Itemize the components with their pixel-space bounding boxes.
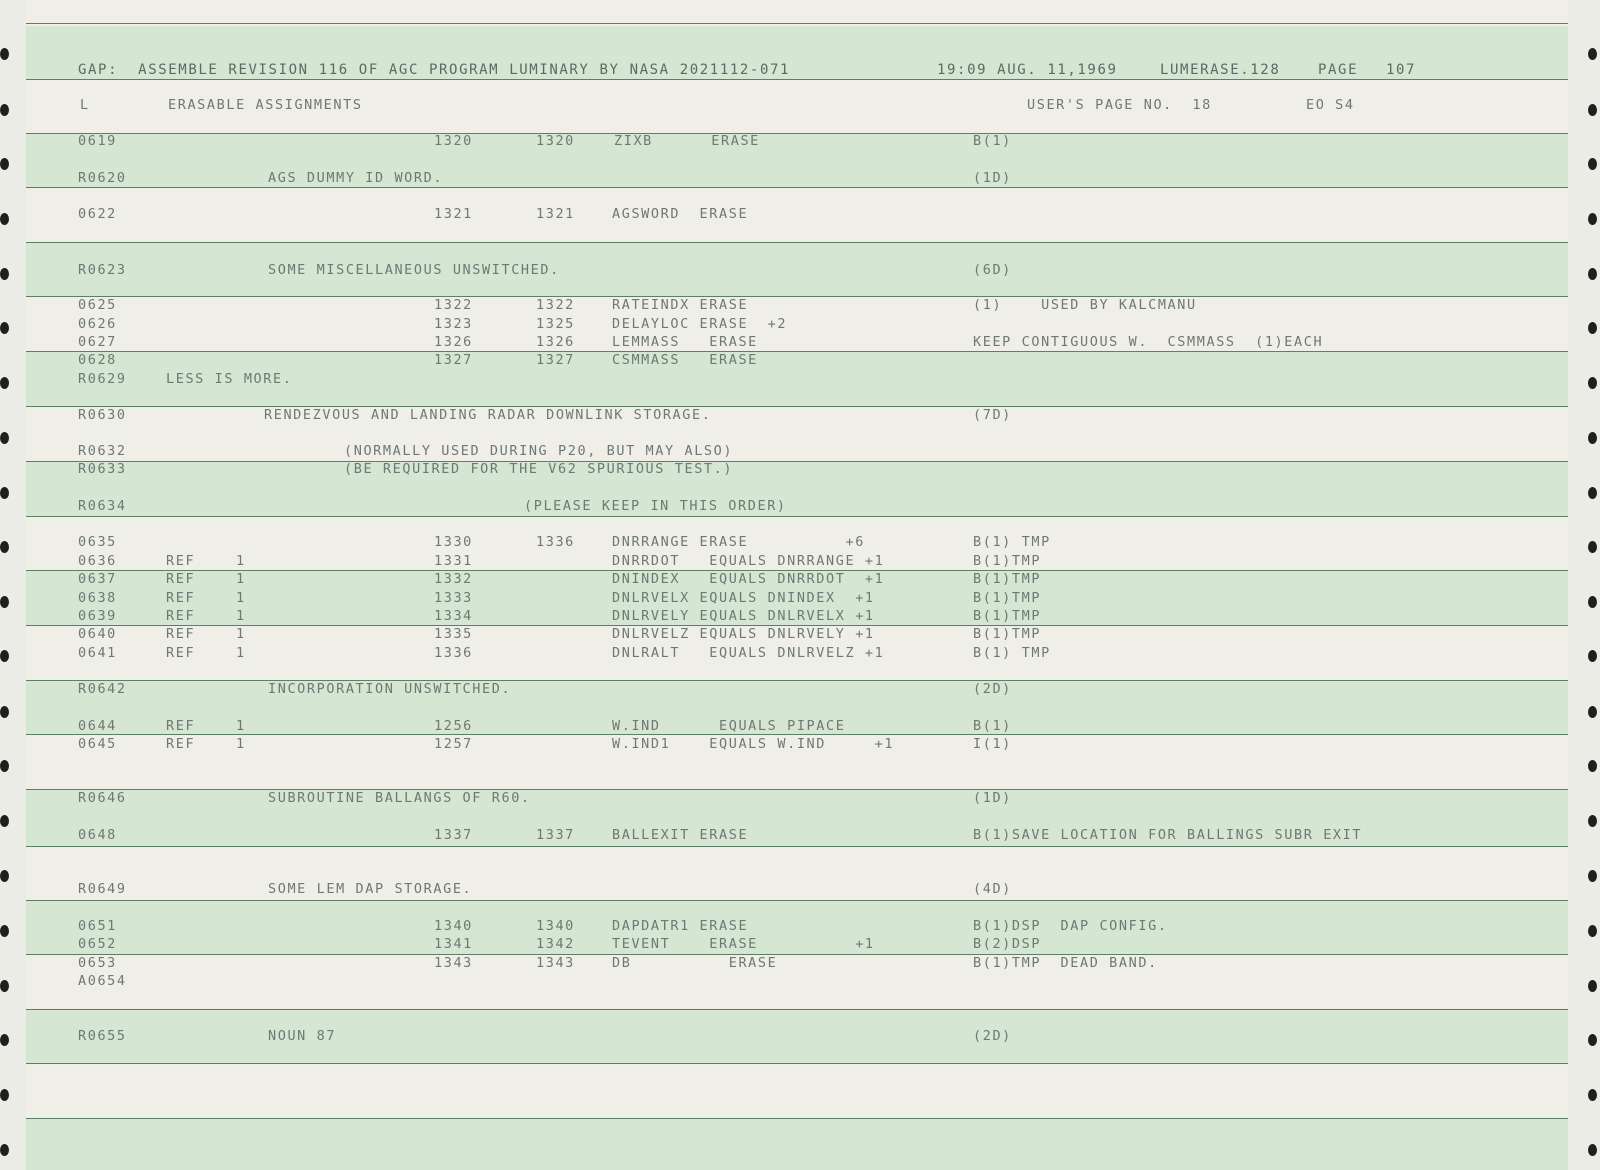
ref-label: REF (166, 718, 196, 734)
address: 1323 (434, 316, 473, 332)
rule-line (26, 846, 1568, 847)
statement-text: W.IND1 EQUALS W.IND +1 (612, 736, 895, 752)
address: 1331 (434, 553, 473, 569)
line-number: 0622 (78, 206, 117, 222)
statement-text: (NORMALLY USED DURING P20, BUT MAY ALSO) (344, 443, 734, 459)
tractor-hole (0, 322, 9, 334)
line-number: A0654 (78, 973, 127, 989)
statement-text: AGSWORD ERASE (612, 206, 749, 222)
ref-label: REF (166, 553, 196, 569)
line-number: R0629 (78, 371, 127, 387)
rule-line (26, 406, 1568, 407)
line-number: 0628 (78, 352, 117, 368)
green-band (26, 1119, 1568, 1170)
statement-text: DNRRDOT EQUALS DNRRANGE +1 (612, 553, 885, 569)
header-listing-name: LUMERASE.128 (1160, 62, 1281, 78)
end-address: 1325 (536, 316, 575, 332)
ref-count: 1 (236, 571, 246, 587)
rule-line (26, 516, 1568, 517)
tractor-hole (0, 48, 9, 60)
statement-text: DNLRALT EQUALS DNLRVELZ +1 (612, 645, 885, 661)
comment: I(1) (973, 736, 1012, 752)
end-address: 1337 (536, 827, 575, 843)
line-number: 0644 (78, 718, 117, 734)
tractor-hole (1588, 1144, 1597, 1156)
address: 1256 (434, 718, 473, 734)
rule-line (26, 242, 1568, 243)
green-band (26, 1010, 1568, 1063)
address: 1340 (434, 918, 473, 934)
comment: B(1)TMP (973, 626, 1042, 642)
line-number: 0619 (78, 133, 117, 149)
line-number: 0638 (78, 590, 117, 606)
rule-line (26, 954, 1568, 955)
end-address: 1336 (536, 534, 575, 550)
address: 1322 (434, 297, 473, 313)
statement-text: SUBROUTINE BALLANGS OF R60. (268, 790, 531, 806)
rule-line (26, 23, 1568, 24)
statement-text: DNRRANGE ERASE +6 (612, 534, 865, 550)
tractor-hole (1588, 213, 1597, 225)
header-page-number: 107 (1386, 62, 1417, 78)
tractor-hole (1588, 815, 1597, 827)
line-number: R0655 (78, 1028, 127, 1044)
address: 1332 (434, 571, 473, 587)
comment: B(1) (973, 718, 1012, 734)
tractor-hole (1588, 870, 1597, 882)
comment: (4D) (973, 881, 1012, 897)
address: 1343 (434, 955, 473, 971)
statement-text: LEMMASS ERASE (612, 334, 758, 350)
tractor-hole (0, 158, 9, 170)
statement-text: LESS IS MORE. (166, 371, 293, 387)
line-number: 0625 (78, 297, 117, 313)
line-number: 0639 (78, 608, 117, 624)
line-number: R0633 (78, 461, 127, 477)
comment: B(1) TMP (973, 645, 1051, 661)
tractor-hole (0, 706, 9, 718)
rule-line (26, 680, 1568, 681)
statement-text: DNLRVELX EQUALS DNINDEX +1 (612, 590, 875, 606)
tractor-hole (1588, 432, 1597, 444)
end-address: 1321 (536, 206, 575, 222)
ref-count: 1 (236, 736, 246, 752)
green-band (26, 243, 1568, 296)
section-title: ERASABLE ASSIGNMENTS (168, 97, 363, 113)
end-address: 1320 (536, 133, 575, 149)
statement-text: (PLEASE KEEP IN THIS ORDER) (524, 498, 787, 514)
statement-text: TEVENT ERASE +1 (612, 936, 875, 952)
line-number: 0627 (78, 334, 117, 350)
rule-line (26, 789, 1568, 790)
end-address: 1342 (536, 936, 575, 952)
users-page-number: USER'S PAGE NO. 18 (1027, 97, 1212, 113)
ref-label: REF (166, 736, 196, 752)
line-number: R0620 (78, 170, 127, 186)
statement-text: DAPDATR1 ERASE (612, 918, 749, 934)
address: 1336 (434, 645, 473, 661)
tractor-hole (0, 980, 9, 992)
end-address: 1326 (536, 334, 575, 350)
line-number: 0648 (78, 827, 117, 843)
comment: B(1)SAVE LOCATION FOR BALLINGS SUBR EXIT (973, 827, 1363, 843)
address: 1335 (434, 626, 473, 642)
statement-text: NOUN 87 (268, 1028, 337, 1044)
tractor-hole (1588, 596, 1597, 608)
rule-line (26, 900, 1568, 901)
statement-text: ZIXB ERASE (614, 133, 760, 149)
statement-text: DNINDEX EQUALS DNRRDOT +1 (612, 571, 885, 587)
address: 1341 (434, 936, 473, 952)
comment: B(1) TMP (973, 534, 1051, 550)
ref-count: 1 (236, 718, 246, 734)
tractor-hole (0, 377, 9, 389)
comment: (1D) (973, 170, 1012, 186)
tractor-hole (1588, 48, 1597, 60)
line-number: 0626 (78, 316, 117, 332)
rule-line (26, 1009, 1568, 1010)
line-number: R0634 (78, 498, 127, 514)
line-number: 0652 (78, 936, 117, 952)
statement-text: DELAYLOC ERASE +2 (612, 316, 788, 332)
comment: B(1)TMP (973, 590, 1042, 606)
statement-text: SOME MISCELLANEOUS UNSWITCHED. (268, 262, 560, 278)
line-number: 0653 (78, 955, 117, 971)
rule-line (26, 1118, 1568, 1119)
header-page-label: PAGE (1318, 62, 1359, 78)
ref-count: 1 (236, 553, 246, 569)
section-code: EO S4 (1306, 97, 1355, 113)
ref-label: REF (166, 590, 196, 606)
tractor-hole (1588, 268, 1597, 280)
statement-text: SOME LEM DAP STORAGE. (268, 881, 473, 897)
ref-label: REF (166, 571, 196, 587)
end-address: 1340 (536, 918, 575, 934)
line-number: 0637 (78, 571, 117, 587)
line-number: R0646 (78, 790, 127, 806)
rule-line (26, 79, 1568, 80)
address: 1326 (434, 334, 473, 350)
ref-label: REF (166, 608, 196, 624)
address: 1337 (434, 827, 473, 843)
tractor-hole (1588, 322, 1597, 334)
comment: B(2)DSP (973, 936, 1042, 952)
tractor-hole (0, 432, 9, 444)
rule-line (26, 133, 1568, 134)
line-number: 0636 (78, 553, 117, 569)
tractor-hole (1588, 706, 1597, 718)
tractor-hole (1588, 650, 1597, 662)
tractor-hole (0, 815, 9, 827)
rule-line (26, 1063, 1568, 1064)
address: 1330 (434, 534, 473, 550)
tractor-hole (1588, 541, 1597, 553)
address: 1320 (434, 133, 473, 149)
line-number: R0642 (78, 681, 127, 697)
line-number: 0645 (78, 736, 117, 752)
line-number: R0630 (78, 407, 127, 423)
tractor-hole (0, 925, 9, 937)
green-band (26, 134, 1568, 187)
tractor-hole (0, 268, 9, 280)
tractor-hole (1588, 158, 1597, 170)
tractor-hole (0, 650, 9, 662)
ref-count: 1 (236, 590, 246, 606)
ref-count: 1 (236, 608, 246, 624)
statement-text: (BE REQUIRED FOR THE V62 SPURIOUS TEST.) (344, 461, 734, 477)
rule-line (26, 296, 1568, 297)
green-band (26, 462, 1568, 516)
comment: B(1) (973, 133, 1012, 149)
tractor-hole (0, 870, 9, 882)
end-address: 1322 (536, 297, 575, 313)
comment: KEEP CONTIGUOUS W. CSMMASS (1)EACH (973, 334, 1324, 350)
header-timestamp: 19:09 AUG. 11,1969 (937, 62, 1118, 78)
ref-label: REF (166, 645, 196, 661)
line-number: 0651 (78, 918, 117, 934)
statement-text: DB ERASE (612, 955, 778, 971)
comment: (2D) (973, 1028, 1012, 1044)
comment: (2D) (973, 681, 1012, 697)
ref-count: 1 (236, 626, 246, 642)
tractor-hole (1588, 760, 1597, 772)
comment: (7D) (973, 407, 1012, 423)
statement-text: RATEINDX ERASE (612, 297, 749, 313)
comment: (1D) (973, 790, 1012, 806)
tractor-hole (0, 104, 9, 116)
address: 1334 (434, 608, 473, 624)
comment: (1) USED BY KALCMANU (973, 297, 1197, 313)
tractor-hole (0, 541, 9, 553)
end-address: 1343 (536, 955, 575, 971)
address: 1327 (434, 352, 473, 368)
statement-text: DNLRVELY EQUALS DNLRVELX +1 (612, 608, 875, 624)
rule-line (26, 187, 1568, 188)
end-address: 1327 (536, 352, 575, 368)
line-number: R0649 (78, 881, 127, 897)
rule-line (26, 461, 1568, 462)
statement-text: RENDEZVOUS AND LANDING RADAR DOWNLINK STORAGE. (264, 407, 712, 423)
tractor-hole (1588, 377, 1597, 389)
tractor-hole (0, 1089, 9, 1101)
tractor-hole (1588, 1034, 1597, 1046)
comment: B(1)TMP (973, 571, 1042, 587)
address: 1333 (434, 590, 473, 606)
line-number: 0641 (78, 645, 117, 661)
tractor-hole (0, 596, 9, 608)
comment: B(1)TMP (973, 608, 1042, 624)
comment: B(1)DSP DAP CONFIG. (973, 918, 1168, 934)
tractor-hole (1588, 487, 1597, 499)
comment: B(1)TMP DEAD BAND. (973, 955, 1158, 971)
statement-text: W.IND EQUALS PIPACE (612, 718, 846, 734)
statement-text: AGS DUMMY ID WORD. (268, 170, 444, 186)
tractor-hole (0, 1034, 9, 1046)
ref-label: REF (166, 626, 196, 642)
tractor-hole (1588, 104, 1597, 116)
line-number: 0640 (78, 626, 117, 642)
statement-text: BALLEXIT ERASE (612, 827, 749, 843)
rule-line (26, 734, 1568, 735)
tractor-hole (0, 213, 9, 225)
line-number: R0623 (78, 262, 127, 278)
tractor-hole (0, 1144, 9, 1156)
rule-line (26, 351, 1568, 352)
address: 1257 (434, 736, 473, 752)
comment: B(1)TMP (973, 553, 1042, 569)
comment: (6D) (973, 262, 1012, 278)
statement-text: INCORPORATION UNSWITCHED. (268, 681, 512, 697)
line-number: 0635 (78, 534, 117, 550)
header-title: GAP: ASSEMBLE REVISION 116 OF AGC PROGRAM LUMINARY BY NASA 2021112-071 (78, 62, 791, 78)
line-number: R0632 (78, 443, 127, 459)
tractor-hole (0, 760, 9, 772)
ref-count: 1 (236, 645, 246, 661)
tractor-hole (0, 487, 9, 499)
section-letter: L (80, 97, 90, 113)
tractor-hole (1588, 980, 1597, 992)
address: 1321 (434, 206, 473, 222)
tractor-hole (1588, 925, 1597, 937)
statement-text: CSMMASS ERASE (612, 352, 758, 368)
statement-text: DNLRVELZ EQUALS DNLRVELY +1 (612, 626, 875, 642)
tractor-hole (1588, 1089, 1597, 1101)
